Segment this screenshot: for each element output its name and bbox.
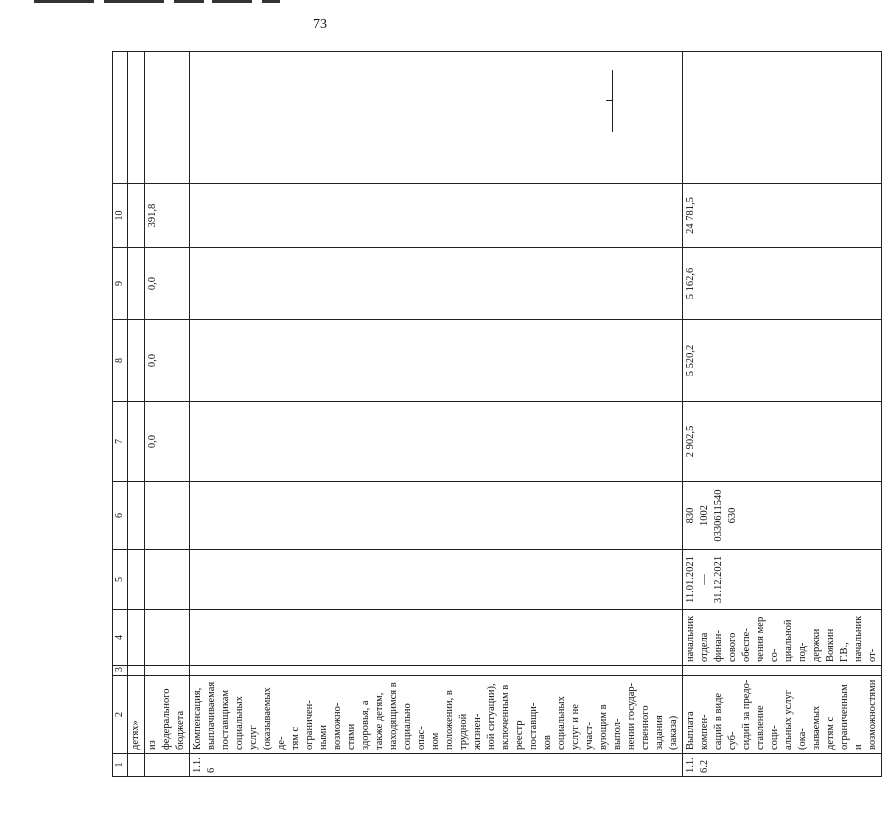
table-row bbox=[190, 52, 683, 777]
row-code bbox=[145, 754, 190, 777]
top-scan-marks bbox=[34, 0, 284, 4]
row-value-7: 0,0 bbox=[145, 402, 190, 482]
row-col3 bbox=[683, 666, 882, 676]
row-responsible: начальник отдела финан- сового обеспе- чения мер со- циальной под- держки Воякин Г.В., начальник от- bbox=[683, 610, 882, 666]
row-period bbox=[145, 550, 190, 610]
header-cell-8: 8 bbox=[113, 320, 128, 402]
header-cell-10: 10 bbox=[113, 184, 128, 248]
row-value-8: 0,0 bbox=[145, 320, 190, 402]
header-cell-1: 1 bbox=[113, 754, 128, 777]
row-value-9 bbox=[128, 248, 145, 320]
row-kbk bbox=[145, 482, 190, 550]
header-cell-9: 9 bbox=[113, 248, 128, 320]
header-cell-7: 7 bbox=[113, 402, 128, 482]
row-extra bbox=[190, 52, 683, 184]
header-cell-4: 4 bbox=[113, 610, 128, 666]
row-value-10: 24 781,5 bbox=[683, 184, 882, 248]
row-value-9: 0,0 bbox=[145, 248, 190, 320]
page-number: 73 bbox=[313, 17, 327, 32]
row-name: детях» bbox=[128, 676, 145, 754]
header-cell-6: 6 bbox=[113, 482, 128, 550]
header-cell-2: 2 bbox=[113, 676, 128, 754]
table-row bbox=[128, 52, 145, 777]
table-row bbox=[683, 52, 882, 777]
row-responsible bbox=[190, 610, 683, 666]
row-period bbox=[128, 550, 145, 610]
row-col3 bbox=[190, 666, 683, 676]
header-cell-3: 3 bbox=[113, 666, 128, 676]
header-cell-5: 5 bbox=[113, 550, 128, 610]
row-name: Выплата компен- саций в виде суб- сидий за предо- ставление соци- альных услуг (ока- зываемых детям с ограниченными возможностями bbox=[683, 676, 882, 754]
row-value-10 bbox=[190, 184, 683, 248]
row-code bbox=[128, 754, 145, 777]
row-kbk bbox=[190, 482, 683, 550]
row-name: Компенсация, выплачиваемая поставщикам социальных услуг (оказываемых де- тям с ограничен- ными возможно- стями здоровья, а также детям, находящимся в социально опас- ном положении, в трудной жизнен- ной ситуации), включенным в реестр поставщи- ков социальных услуг и не участ- вующим в выпол- нении государ- ственного задания (заказа) bbox=[190, 676, 683, 754]
row-value-8 bbox=[190, 320, 683, 402]
table-row bbox=[145, 52, 190, 777]
row-responsible bbox=[145, 610, 190, 666]
row-kbk: 830 1002 0330611540 630 bbox=[683, 482, 882, 550]
row-col3 bbox=[128, 666, 145, 676]
row-value-8: 5 520,2 bbox=[683, 320, 882, 402]
row-value-9: 5 162,6 bbox=[683, 248, 882, 320]
row-col3 bbox=[145, 666, 190, 676]
row-period bbox=[190, 550, 683, 610]
row-value-10: 391,8 bbox=[145, 184, 190, 248]
row-value-8 bbox=[128, 320, 145, 402]
row-code: 1.1.6 bbox=[190, 754, 683, 777]
row-value-7 bbox=[190, 402, 683, 482]
header-row bbox=[113, 52, 128, 777]
program-table bbox=[112, 51, 882, 777]
row-extra bbox=[683, 52, 882, 184]
row-extra bbox=[128, 52, 145, 184]
row-kbk bbox=[128, 482, 145, 550]
row-value-7 bbox=[128, 402, 145, 482]
row-period: 11.01.2021 — 31.12.2021 bbox=[683, 550, 882, 610]
row-responsible bbox=[128, 610, 145, 666]
row-name: из федерального бюджета bbox=[145, 676, 190, 754]
row-value-9 bbox=[190, 248, 683, 320]
row-value-7: 2 902,5 bbox=[683, 402, 882, 482]
row-value-10 bbox=[128, 184, 145, 248]
row-code: 1.1.6.2 bbox=[683, 754, 882, 777]
rotated-table-container bbox=[112, 52, 878, 773]
rotated-table bbox=[112, 52, 878, 777]
row-extra bbox=[145, 52, 190, 184]
header-cell-blank bbox=[113, 52, 128, 184]
